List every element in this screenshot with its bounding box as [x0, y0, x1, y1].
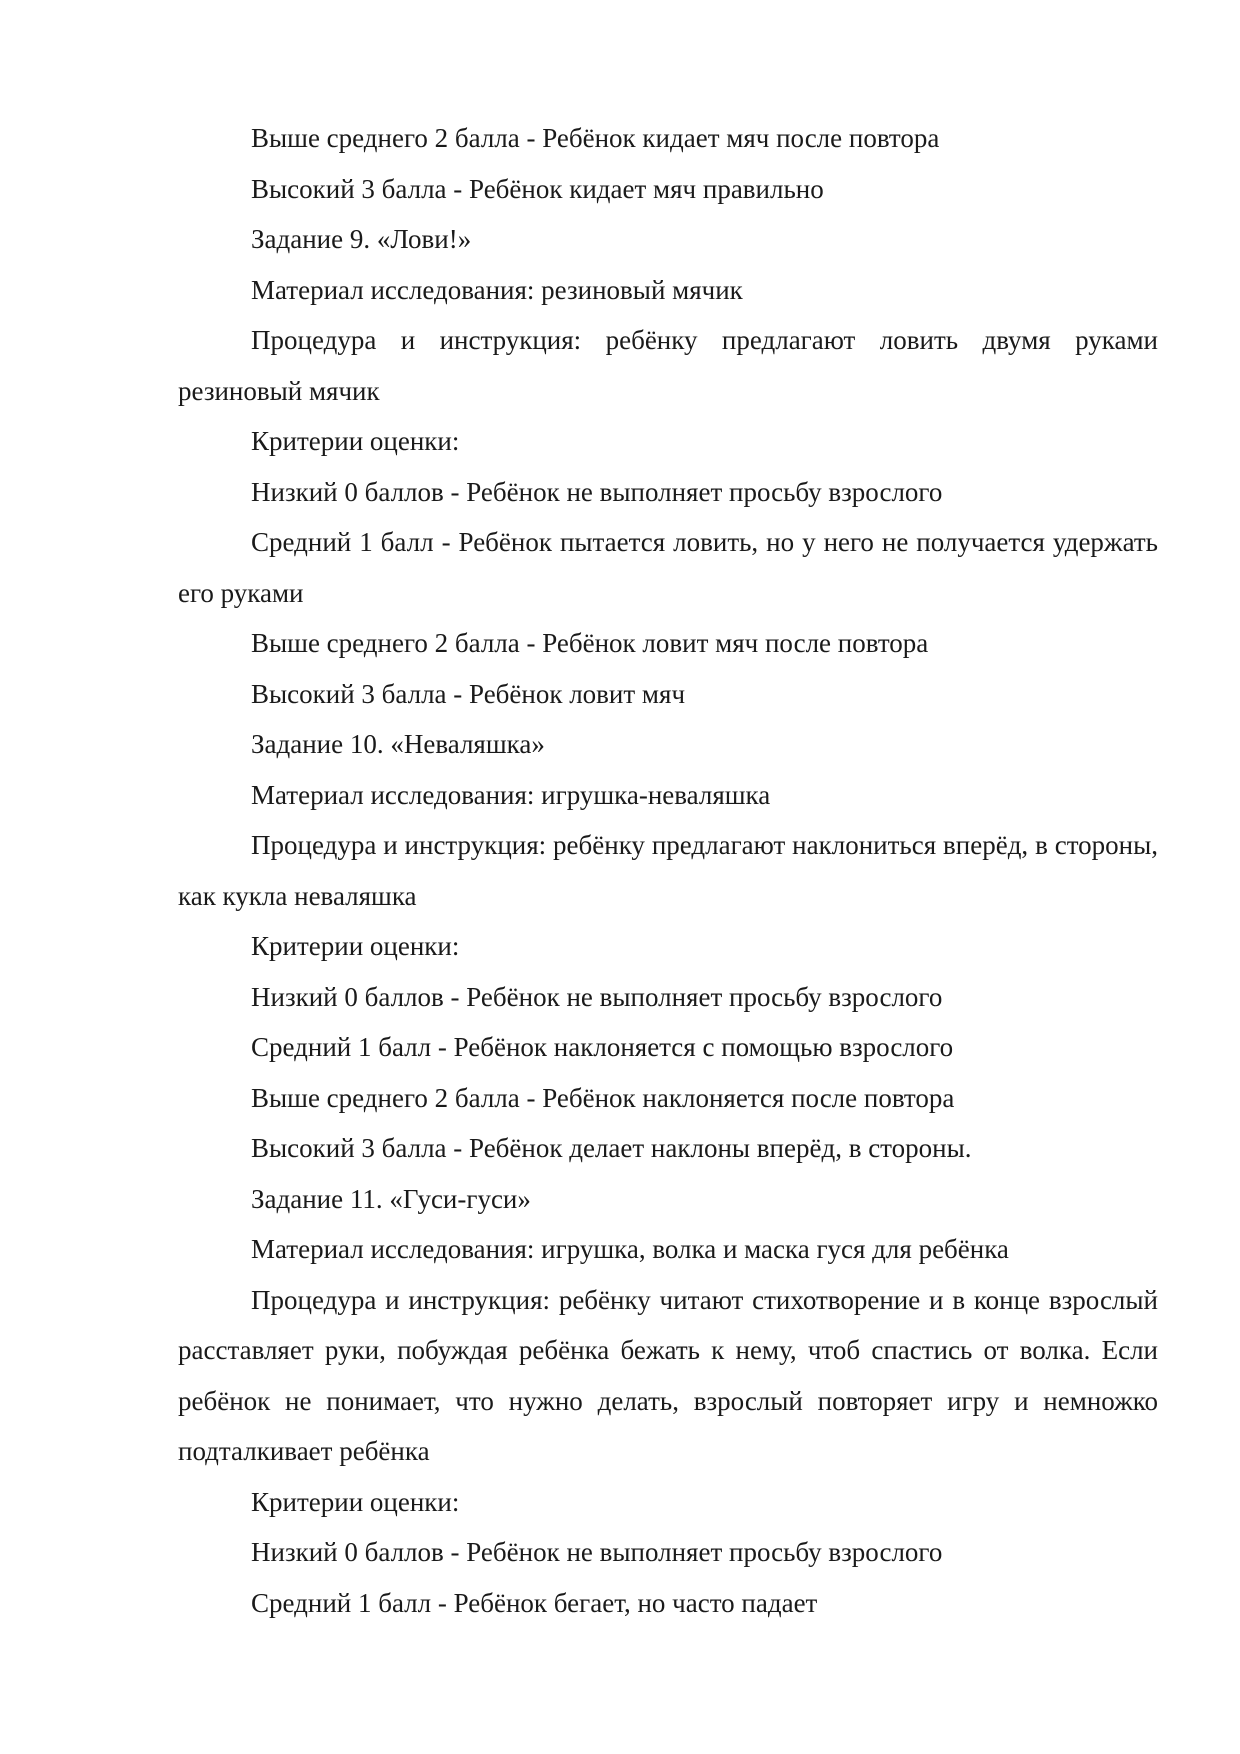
task-10-criterion-high: Высокий 3 балла - Ребёнок делает наклоны вперёд, в стороны.	[251, 1133, 972, 1163]
task-9-criterion-low: Низкий 0 баллов - Ребёнок не выполняет просьбу взрослого	[251, 476, 943, 507]
task-9-criterion-high: Высокий 3 балла - Ребёнок ловит мяч	[251, 678, 686, 709]
task-11-material: Материал исследования: игрушка, волка и маска гуся для ребёнка	[251, 1234, 1009, 1264]
task-10-criterion-low: Низкий 0 баллов - Ребёнок не выполняет просьбу взрослого	[251, 981, 943, 1012]
task-9-criteria-heading: Критерии оценки:	[251, 426, 460, 456]
task-11-criterion-medium: Средний 1 балл - Ребёнок бегает, но часто падает	[251, 1587, 818, 1618]
task-10-criteria-heading: Критерии оценки:	[251, 931, 460, 961]
task-10-procedure: Процедура и инструкция: ребёнку предлагают наклониться вперёд, в стороны, как кукла неваляшка	[178, 830, 1158, 911]
body-text	[178, 113, 1158, 1628]
task-10-criterion-above-average: Выше среднего 2 балла - Ребёнок наклоняется после повтора	[251, 1082, 955, 1113]
task-11-procedure: Процедура и инструкция: ребёнку читают стихотворение и в конце взрослый расставляет руки, побуждая ребёнка бежать к нему, чтоб спастись от волка. Если ребёнок не понимает, что нужно делать, взрослый повторяет игру и немножко подталкивает ребёнка	[178, 1284, 1158, 1466]
task-11-criterion-low: Низкий 0 баллов - Ребёнок не выполняет просьбу взрослого	[251, 1537, 943, 1567]
task-9-procedure: Процедура и инструкция: ребёнку предлагают ловить двумя руками резиновый мячик	[178, 325, 1158, 406]
task-10-heading: Задание 10. «Неваляшка»	[251, 729, 545, 759]
task-11-heading: Задание 11. «Гуси-гуси»	[251, 1183, 531, 1214]
criterion-above-average-task8: Выше среднего 2 балла - Ребёнок кидает мяч после повтора	[251, 123, 940, 153]
task-9-criterion-above-average: Выше среднего 2 балла - Ребёнок ловит мяч после повтора	[251, 628, 929, 658]
criterion-high-task8: Высокий 3 балла - Ребёнок кидает мяч правильно	[251, 173, 824, 204]
task-11-criteria-heading: Критерии оценки:	[251, 1486, 460, 1517]
task-9-criterion-medium: Средний 1 балл - Ребёнок пытается ловить, но у него не получается удержать его руками	[178, 527, 1158, 608]
task-10-criterion-medium: Средний 1 балл - Ребёнок наклоняется с помощью взрослого	[251, 1032, 954, 1062]
task-10-material: Материал исследования: игрушка-неваляшка	[251, 779, 771, 810]
task-9-material: Материал исследования: резиновый мячик	[251, 274, 743, 305]
task-9-heading: Задание 9. «Лови!»	[251, 224, 472, 254]
